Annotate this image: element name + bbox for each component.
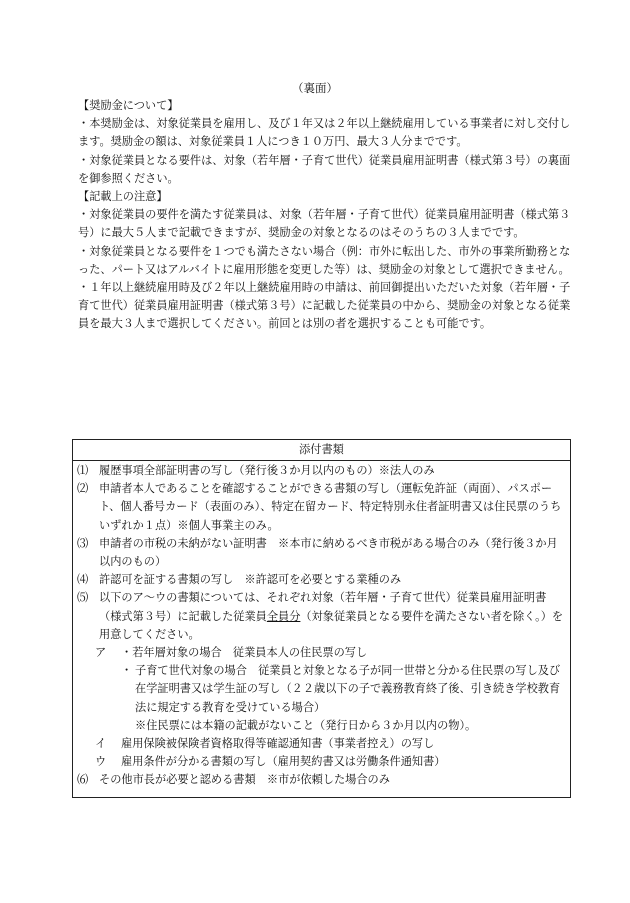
attachment-item-6 xyxy=(77,771,564,789)
item5-sub-a-bullet-2 xyxy=(77,662,564,717)
item-number: ⑶ xyxy=(77,536,89,550)
sub-a-bullet-2-text: 子育て世代対象の場合 従業員と対象となる子が同一世帯と分かる住民票の写し及び在学証明書又は学生証の写し（２２歳以下の子で義務教育終了後、引き続き学校教育法に規定する教育を受けている場合） xyxy=(135,664,561,714)
bullet-mark: ・ xyxy=(121,664,133,678)
sub-b-mark: イ xyxy=(95,737,107,751)
sub-a-bullet-1: ・若年層対象の場合 従業員本人の住民票の写し xyxy=(121,646,368,660)
notes-section xyxy=(78,97,578,334)
page-label: （裏面） xyxy=(292,81,338,95)
item5-underlined-text: 全員分 xyxy=(266,609,301,623)
attachment-item-4 xyxy=(77,571,564,589)
item-text xyxy=(99,589,564,644)
sub-b-text: 雇用保険被保険者資格取得等確認通知書（事業者控え）の写し xyxy=(121,737,435,751)
sub-c-mark: ウ xyxy=(95,755,107,769)
subsidy-paragraph-1: ・本奨励金は、対象従業員を雇用し、及び１年又は２年以上継続雇用している事業者に対し交付します。奨励金の額は、対象従業員１人につき１０万円、最大３人分までです。 xyxy=(78,117,571,149)
caution-paragraph-2: ・対象従業員となる要件を１つでも満たさない場合（例：市外に転出した、市外の事業所勤務となった、パート又はアルバイトに雇用形態を変更した等）は、奨励金の対象として選択できません。 xyxy=(78,244,571,276)
caution-paragraph-3: ・１年以上継続雇用時及び２年以上継続雇用時の申請は、前回御提出いただいた対象（若年層・子育て世代）従業員雇用証明書（様式第３号）に記載した従業員の中から、奨励金の対象となる従業員を最大３人まで選択してください。前回とは別の者を選択することも可能です。 xyxy=(78,281,571,331)
item-text: 履歴事項全部証明書の写し（発行後３か月以内のもの）※法人のみ xyxy=(99,464,435,477)
attachment-item-3 xyxy=(77,535,564,571)
item-text: 申請者の市税の未納がない証明書 ※本市に納めるべき市税がある場合のみ（発行後３か月以内のもの） xyxy=(99,536,558,569)
subsidy-paragraph-2: ・対象従業員となる要件は、対象（若年層・子育て世代）従業員雇用証明書（様式第３号）の裏面を御参照ください。 xyxy=(78,153,571,185)
subsidy-heading: 【奨励金について】 xyxy=(78,99,179,112)
attachments-title: 添付書類 xyxy=(73,440,570,461)
item5-sub-a-note: ※住民票には本籍の記載がないこと（発行日から３か月以内の物）。 xyxy=(135,718,477,732)
caution-heading: 【記載上の注意】 xyxy=(78,190,168,204)
attachments-list xyxy=(73,461,570,790)
caution-paragraph-1: ・対象従業員の要件を満たす従業員は、対象（若年層・子育て世代）従業員雇用証明書（様式第３号）に最大５人まで記載できますが、奨励金の対象となるのはそのうちの３人までです。 xyxy=(78,208,571,240)
sub-c-text: 雇用条件が分かる書類の写し（雇用契約書又は労働条件通知書） xyxy=(121,755,446,769)
attachment-item-2 xyxy=(77,480,564,535)
item-number: ⑷ xyxy=(77,573,89,587)
item5-text-before: 以下のア～ウの書類については、それぞれ対象（若年層・子育て世代）従業員雇用証明書（様式第３号）に記載した従業員 xyxy=(99,591,547,623)
attachment-item-1 xyxy=(77,462,564,480)
item-number: ⑴ xyxy=(77,464,89,477)
item5-sub-b xyxy=(77,735,564,753)
item5-sub-c xyxy=(77,753,564,771)
item-number: ⑸ xyxy=(77,591,89,605)
item-number: ⑵ xyxy=(77,482,89,496)
item-text: その他市長が必要と認める書類 ※市が依頼した場合のみ xyxy=(99,773,390,787)
item-text: 許認可を証する書類の写し ※許認可を必要とする業種のみ xyxy=(99,573,402,587)
attachment-item-5 xyxy=(77,589,564,644)
attachments-table xyxy=(72,439,571,798)
item5-text-after: （対象従業員となる要件を満たさない者を除く。）を用意してください。 xyxy=(99,609,564,641)
item5-sub-a xyxy=(77,644,564,662)
item-text: 申請者本人であることを確認することができる書類の写し（運転免許証（両面）、パスポート、個人番号カード（表面のみ）、特定在留カード、特定特別永住者証明書又は住民票のうちいずれか１点）※個人事業主のみ。 xyxy=(99,482,562,532)
item-number: ⑹ xyxy=(77,773,89,787)
sub-a-mark: ア xyxy=(95,646,107,660)
